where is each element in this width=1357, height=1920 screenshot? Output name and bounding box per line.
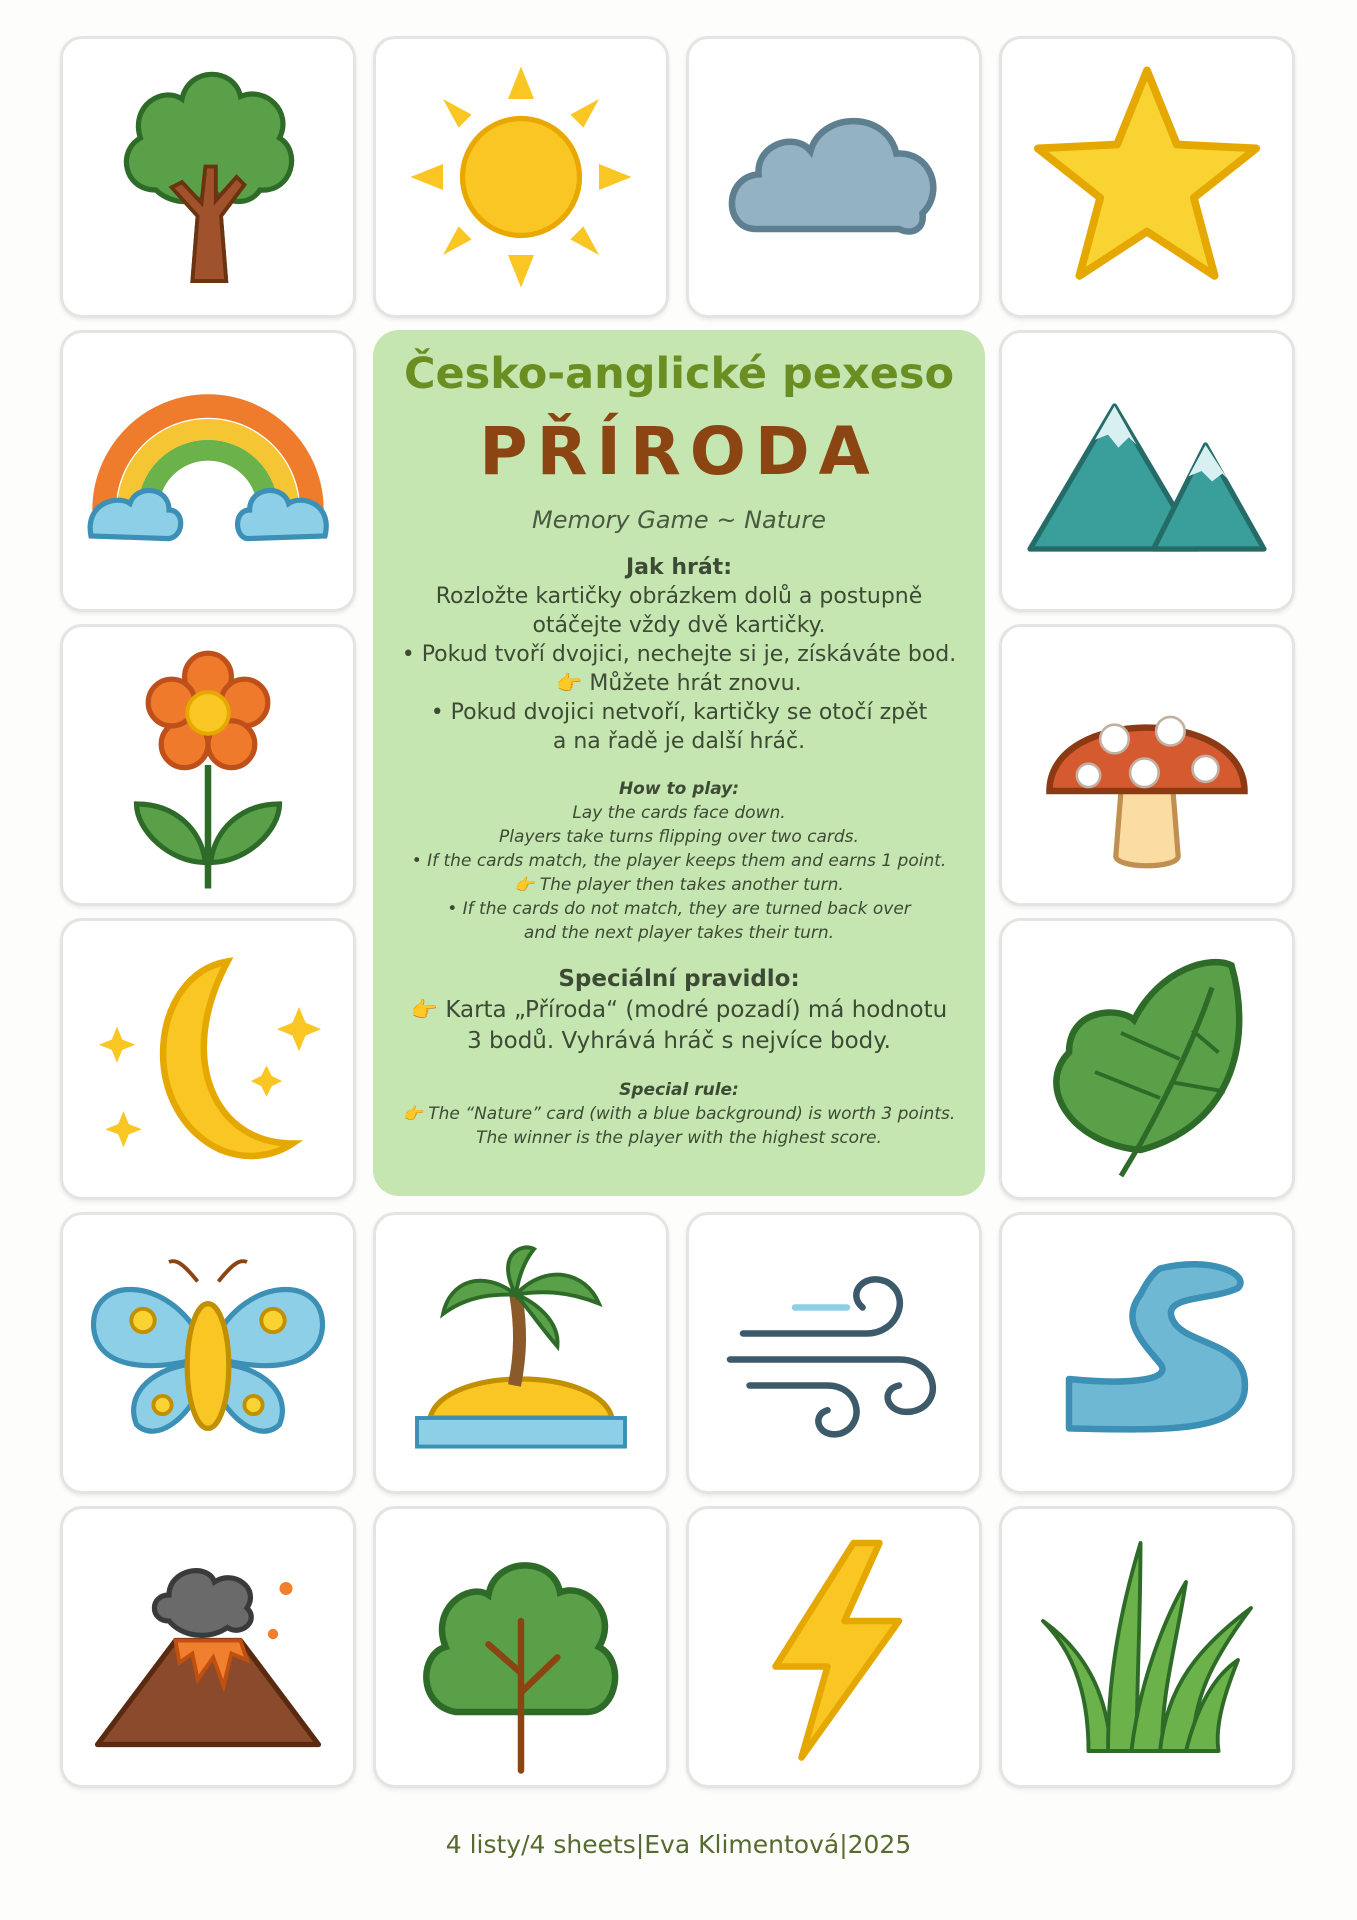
rules-en-line: • If the cards match, the player keeps them and earns 1 point.	[411, 851, 947, 871]
card-grass[interactable]	[999, 1506, 1295, 1788]
card-lightning[interactable]	[686, 1506, 982, 1788]
card-wind[interactable]	[686, 1212, 982, 1494]
info-panel	[373, 330, 985, 1196]
rules-cz-line: a na řadě je další hráč.	[552, 729, 806, 754]
card-tree[interactable]	[60, 36, 356, 318]
card-volcano[interactable]	[60, 1506, 356, 1788]
pointing-hand-icon: 👉	[514, 875, 535, 894]
lightning-icon	[699, 1517, 969, 1777]
rules-en-heading: How to play:	[618, 779, 740, 799]
rules-cz-line: • Pokud tvoří dvojici, nechejte si je, získáváte bod.	[401, 642, 957, 667]
star-icon	[1012, 47, 1282, 307]
rules-cz-heading: Jak hrát:	[626, 555, 732, 580]
subtitle: Memory Game ~ Nature	[532, 506, 826, 534]
card-mushroom[interactable]	[999, 624, 1295, 906]
pointing-hand-icon: 👉	[402, 1104, 423, 1123]
sun-icon	[386, 47, 656, 307]
title-czech: Česko-anglické pexeso	[403, 349, 955, 399]
volcano-icon	[73, 1517, 343, 1777]
page-title: PŘÍRODA	[479, 413, 879, 490]
cloud-icon	[699, 47, 969, 307]
pointing-hand-icon: 👉	[410, 998, 438, 1023]
card-tree-2[interactable]	[373, 1506, 669, 1788]
mountains-icon	[1012, 341, 1282, 601]
mushroom-icon	[1012, 635, 1282, 895]
rules-cz-line-hand: 👉 Můžete hrát znovu.	[556, 671, 802, 696]
butterfly-icon	[73, 1223, 343, 1483]
card-palm-island[interactable]	[373, 1212, 669, 1494]
card-rainbow[interactable]	[60, 330, 356, 612]
moon-icon	[73, 929, 343, 1189]
rules-en-line-hand: 👉 The player then takes another turn.	[514, 875, 844, 895]
tree-2-icon	[386, 1517, 656, 1777]
rules-en-line: • If the cards do not match, they are turned back over	[447, 899, 911, 919]
river-icon	[1012, 1223, 1282, 1483]
leaf-icon	[1012, 929, 1282, 1189]
grass-icon	[1012, 1517, 1282, 1777]
rainbow-icon	[73, 341, 343, 601]
rules-cz-line: Rozložte kartičky obrázkem dolů a postupně	[435, 584, 923, 609]
card-moon[interactable]	[60, 918, 356, 1200]
special-cz-line: 3 bodů. Vyhrává hráč s nejvíce body.	[467, 1028, 891, 1054]
rules-en-line: Players take turns flipping over two cards.	[499, 827, 859, 847]
rules-en-line: and the next player takes their turn.	[523, 923, 835, 943]
pointing-hand-icon: 👉	[556, 671, 583, 695]
tree-icon	[73, 47, 343, 307]
wind-icon	[699, 1223, 969, 1483]
flower-icon	[73, 635, 343, 895]
special-en-heading: Special rule:	[619, 1080, 739, 1100]
special-cz-heading: Speciální pravidlo:	[558, 966, 800, 992]
card-butterfly[interactable]	[60, 1212, 356, 1494]
card-cloud[interactable]	[686, 36, 982, 318]
card-star[interactable]	[999, 36, 1295, 318]
special-cz-line-hand: 👉 Karta „Příroda“ (modré pozadí) má hodnotu	[410, 997, 948, 1023]
special-en-line-hand: 👉 The “Nature” card (with a blue background) is worth 3 points.	[402, 1104, 956, 1124]
card-flower[interactable]	[60, 624, 356, 906]
card-sun[interactable]	[373, 36, 669, 318]
card-river[interactable]	[999, 1212, 1295, 1494]
special-en-line: The winner is the player with the highest score.	[476, 1128, 882, 1148]
rules-cz-line: otáčejte vždy dvě kartičky.	[532, 613, 826, 638]
footer-credits: 4 listy/4 sheets|Eva Klimentová|2025	[445, 1830, 912, 1859]
palm-island-icon	[386, 1223, 656, 1483]
rules-cz-line: • Pokud dvojici netvoří, kartičky se otočí zpět	[430, 700, 928, 725]
card-mountains[interactable]	[999, 330, 1295, 612]
rules-en-line: Lay the cards face down.	[572, 803, 786, 823]
card-leaf[interactable]	[999, 918, 1295, 1200]
